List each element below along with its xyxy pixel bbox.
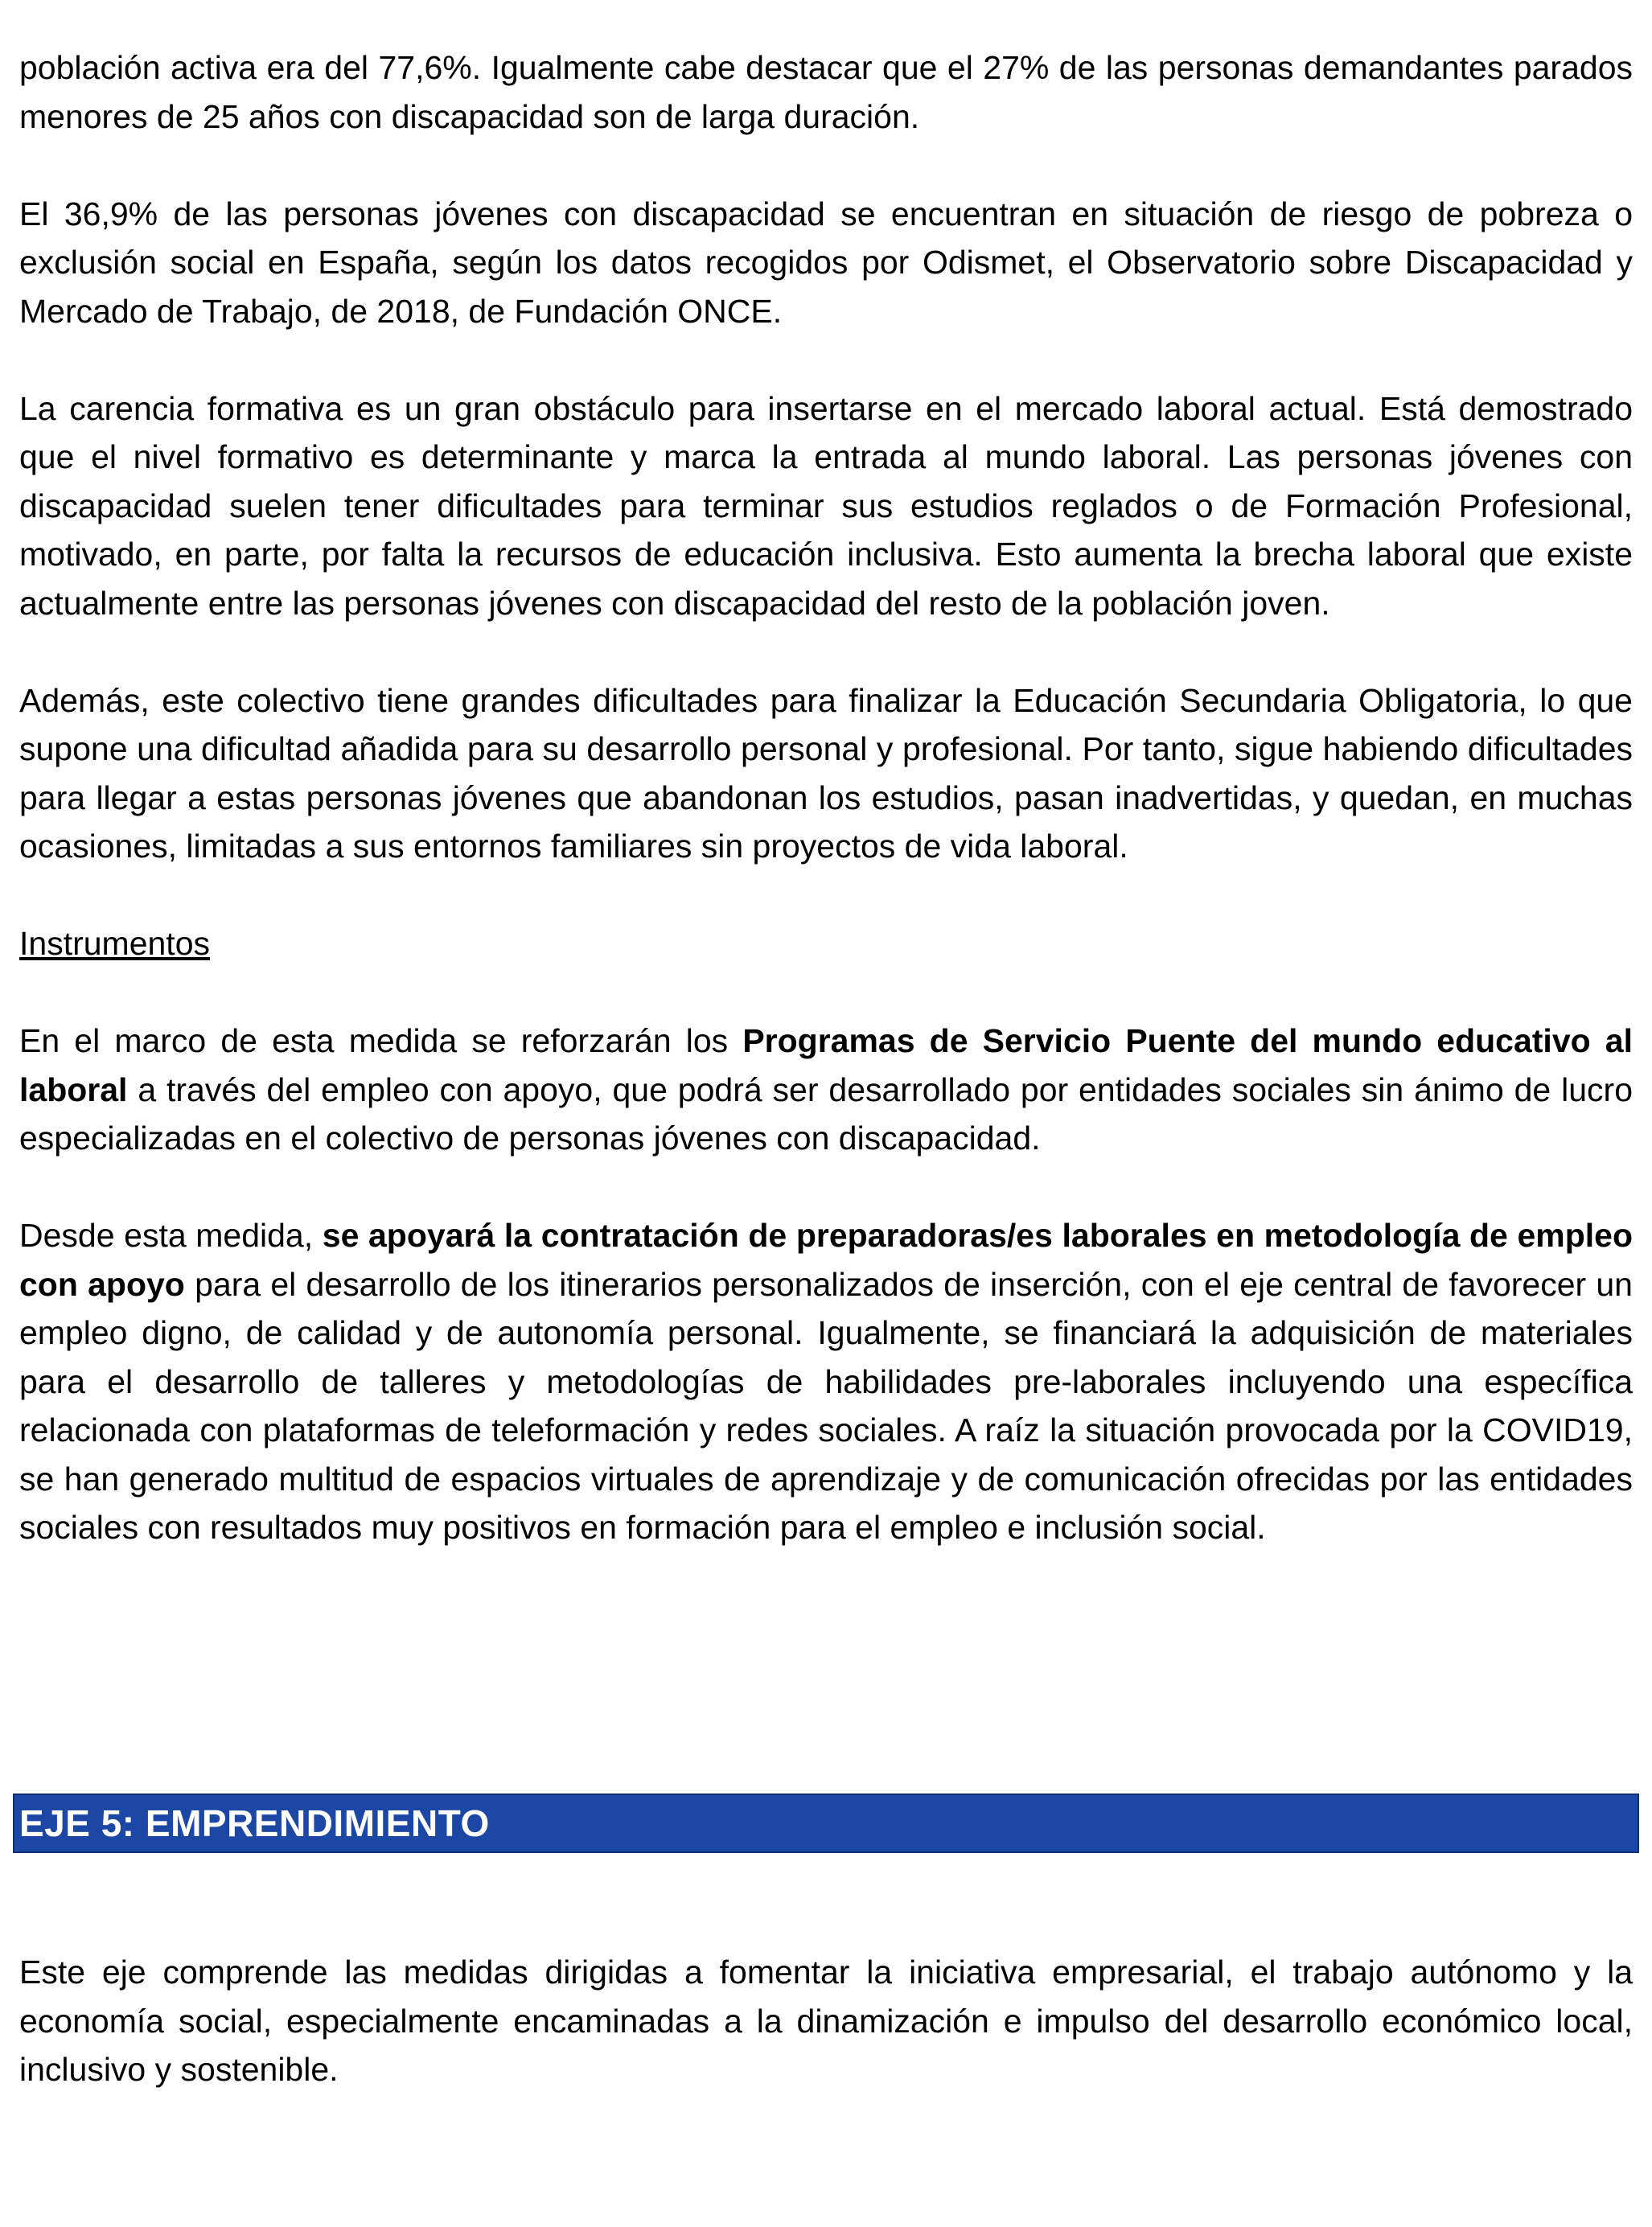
instrumentos-heading: Instrumentos [19, 925, 210, 962]
paragraph-preparadoras-text-2: para el desarrollo de los itinerarios personalizados de inserción, con el eje central de favorecer un empleo digno, de calidad y de autonomía personal. Igualmente, se financiará la adquisición de materiales para el desarrollo de talleres y metodologías de habilidades pre-laborales incluyendo una específica relacionada con plataformas de teleformación y redes sociales. A raíz la situación provocada por la COVID19, se han generado multitud de espacios virtuales de aprendizaje y de comunicación ofrecidas por las entidades sociales con resultados muy positivos en formación para el empleo e inclusión social. [19, 1265, 1633, 1546]
paragraph-riesgo-pobreza: El 36,9% de las personas jóvenes con discapacidad se encuentran en situación de riesgo de pobreza o exclusión social en España, según los datos recogidos por Odismet, el Observatorio sobre Discapacidad y Mercado de Trabajo, de 2018, de Fundación ONCE. [19, 195, 1633, 330]
section-heading-title: EJE 5: EMPRENDIMIENTO [19, 1802, 490, 1844]
paragraph-poblacion-activa: población activa era del 77,6%. Igualmente cabe destacar que el 27% de las personas demandantes parados menores de 25 años con discapacidad son de larga duración. [19, 49, 1633, 135]
section-body [19, 1948, 1633, 2094]
section-heading-bar [13, 1794, 1639, 1853]
paragraph-programas-puente-text-2: a través del empleo con apoyo, que podrá ser desarrollado por entidades sociales sin ánimo de lucro especializadas en el colectivo de personas jóvenes con discapacidad. [19, 1070, 1633, 1157]
paragraph-emprendimiento: Este eje comprende las medidas dirigidas a fomentar la iniciativa empresarial, el trabajo autónomo y la economía social, especialmente encaminadas a la dinamización e impulso del desarrollo económico local, inclusivo y sostenible. [19, 1954, 1633, 2088]
paragraph-preparadoras-text-1: Desde esta medida, [19, 1217, 323, 1254]
paragraph-carencia-formativa: La carencia formativa es un gran obstáculo para insertarse en el mercado laboral actual. Está demostrado que el nivel formativo es determinante y marca la entrada al mundo laboral. Las personas jóvenes con discapacidad suelen tener dificultades para terminar sus estudios reglados o de Formación Profesional, motivado, en parte, por falta la recursos de educación inclusiva. Esto aumenta la brecha laboral que existe actualmente entre las personas jóvenes con discapacidad del resto de la población joven. [19, 389, 1633, 622]
paragraph-programas-puente [19, 1017, 1633, 1163]
paragraph-programas-puente-bold: Programas de Servicio Puente del mundo educativo al laboral [19, 1022, 1633, 1108]
paragraph-preparadoras-laborales [19, 1211, 1633, 1552]
paragraph-preparadoras-bold: se apoyará la contratación de preparadoras/es laborales en metodología de empleo con apoyo [19, 1217, 1634, 1303]
paragraph-educacion-secundaria: Además, este colectivo tiene grandes dificultades para finalizar la Educación Secundaria Obligatoria, lo que supone una dificultad añadida para su desarrollo personal y profesional. Por tanto, sigue habiendo dificultades para llegar a estas personas jóvenes que abandonan los estudios, pasan inadvertidas, y quedan, en muchas ocasiones, limitadas a sus entornos familiares sin proyectos de vida laboral. [19, 681, 1633, 865]
paragraph-programas-puente-text-1: En el marco de esta medida se reforzarán los [19, 1022, 743, 1059]
document-body [19, 43, 1633, 1552]
